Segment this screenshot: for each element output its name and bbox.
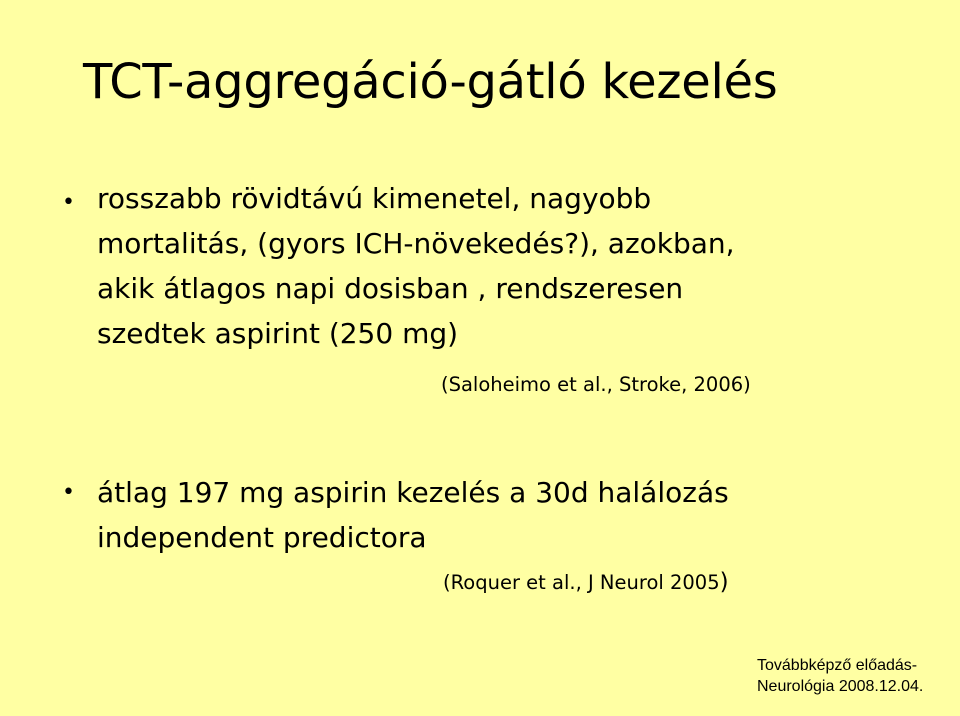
citation-close-paren: ): [719, 569, 729, 595]
bullet-dot-icon: •: [62, 480, 75, 505]
bullet-text: [97, 470, 917, 560]
bullet-text: [97, 176, 917, 356]
citation: (Saloheimo et al., Stroke, 2006): [441, 373, 751, 396]
citation: [443, 569, 729, 597]
footer-line: Neurológia 2008.12.04.: [757, 678, 924, 695]
citation-text: (Roquer et al., J Neurol 2005: [443, 571, 720, 594]
bullet-line: independent predictora: [97, 521, 427, 554]
bullet-line: szedtek aspirint (250 mg): [97, 317, 459, 350]
bullet-line: átlag 197 mg aspirin kezelés a 30d halálozás: [97, 476, 729, 509]
bullet-line: mortalitás, (gyors ICH-növekedés?), azokban,: [97, 227, 735, 260]
footer: [757, 655, 923, 697]
slide-title: TCT-aggregáció-gátló kezelés: [83, 54, 778, 110]
footer-line: Továbbképző előadás-: [757, 657, 918, 674]
bullet-line: akik átlagos napi dosisban , rendszeresen: [97, 272, 684, 305]
bullet-dot-icon: •: [62, 190, 75, 215]
bullet-line: rosszabb rövidtávú kimenetel, nagyobb: [97, 182, 652, 215]
